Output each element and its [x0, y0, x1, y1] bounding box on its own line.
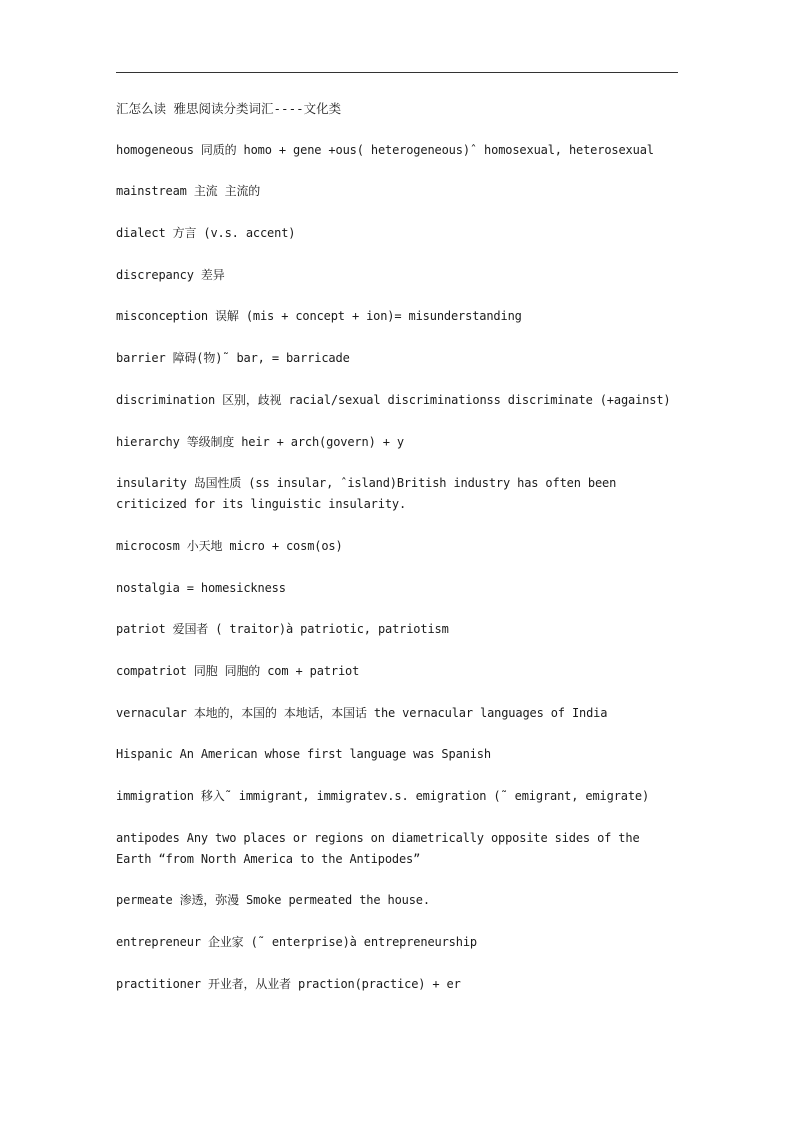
header-rule: [116, 72, 678, 73]
vocab-entry-patriot: patriot 爱国者 ( traitor)à patriotic, patriotism: [116, 622, 449, 637]
vocab-entry-microcosm: microcosm 小天地 micro + cosm(os): [116, 538, 343, 553]
vocab-entry-discrepancy: discrepancy 差异: [116, 267, 225, 282]
vocab-entry-hierarchy: hierarchy 等级制度 heir + arch(govern) + y: [116, 434, 404, 449]
vocab-entry-entrepreneur: entrepreneur 企业家 (˜ enterprise)à entrepreneurship: [116, 935, 477, 950]
vocab-entry-hispanic: Hispanic An American whose first language was Spanish: [116, 747, 491, 762]
vocab-entry-insularity: insularity 岛国性质 (ss insular, ˆisland)British industry has often been criticized for its linguistic insularity.: [116, 476, 624, 512]
vocab-entry-mainstream: mainstream 主流 主流的: [116, 184, 261, 199]
vocab-entry-homogeneous: homogeneous 同质的 homo + gene +ous( heterogeneous)ˆ homosexual, heterosexual: [116, 142, 654, 157]
vocab-entry-immigration: immigration 移入˜ immigrant, immigratev.s. emigration (˜ emigrant, emigrate): [116, 789, 650, 803]
document-body: [116, 98, 680, 1015]
vocab-entry-vernacular: vernacular 本地的，本国的 本地话，本国话 the vernacular languages of India: [116, 705, 608, 720]
document-title: 汇怎么读 雅思阅读分类词汇----文化类: [116, 101, 342, 116]
vocab-entry-compatriot: compatriot 同胞 同胞的 com + patriot: [116, 663, 360, 678]
vocab-entry-discrimination: discrimination 区别，歧视 racial/sexual discriminationss discriminate (+against): [116, 392, 671, 407]
vocab-entry-dialect: dialect 方言 (v.s. accent): [116, 226, 296, 241]
vocab-entry-permeate: permeate 渗透，弥漫 Smoke permeated the house.: [116, 893, 430, 908]
vocab-entry-antipodes: antipodes Any two places or regions on diametrically opposite sides of the Earth “from North America to the Antipodes”: [116, 830, 647, 866]
vocab-entry-barrier: barrier 障碍(物)˜ bar, = barricade: [116, 351, 350, 366]
vocab-entry-practitioner: practitioner 开业者，从业者 praction(practice) + er: [116, 976, 461, 991]
vocab-entry-misconception: misconception 误解 (mis + concept + ion)= misunderstanding: [116, 309, 522, 324]
vocab-entry-nostalgia: nostalgia = homesickness: [116, 580, 286, 595]
